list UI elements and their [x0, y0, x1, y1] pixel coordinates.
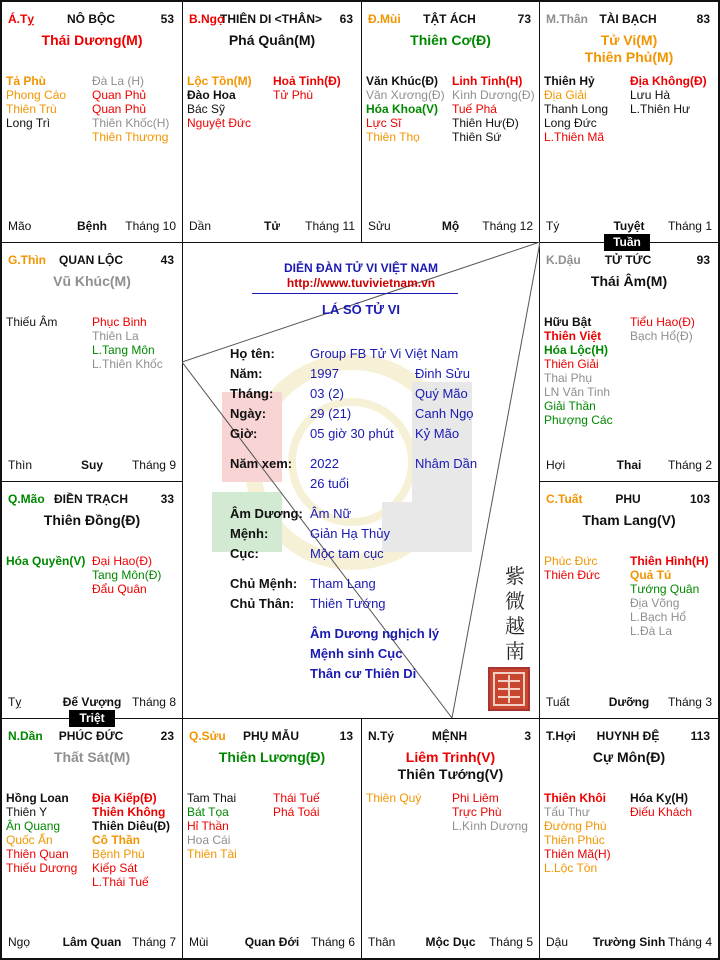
age-label: 53 — [160, 12, 174, 26]
palace-header — [189, 729, 353, 745]
can-chi-label: Đ.Mùi — [368, 12, 401, 26]
can-chi-label: B.Ngọ — [189, 12, 225, 26]
palace-name: NÔ BỘC — [67, 12, 115, 26]
month-label: Tháng 8 — [131, 695, 176, 709]
minor-star: Nguyệt Đức — [187, 116, 252, 130]
info-value: 29 (21) — [310, 406, 352, 421]
can-chi-label: Á.Tỵ — [8, 12, 35, 26]
palace-footer — [8, 219, 176, 234]
info-label: Mệnh: — [230, 526, 269, 541]
minor-star: Điếu Khách — [630, 805, 693, 819]
minor-star: Phi Liêm — [452, 791, 499, 805]
branch-label: Tý — [546, 219, 560, 233]
minor-star: Thiên Hư(Đ) — [452, 116, 519, 130]
palace-header — [546, 12, 710, 28]
can-chi-label: G.Thìn — [8, 253, 46, 267]
minor-star: Thiên Phúc — [544, 833, 605, 847]
truong-sinh-label: Đế Vượng — [62, 695, 122, 709]
left-stars — [6, 74, 66, 130]
month-label: Tháng 10 — [125, 219, 176, 233]
minor-star: Ân Quang — [6, 819, 61, 833]
palace-header — [546, 492, 710, 508]
minor-star: Bát Tọa — [187, 805, 229, 819]
info-label: Ngày: — [230, 406, 267, 421]
info-value-2: Quý Mão — [415, 386, 468, 401]
minor-star: Địa Giải — [544, 88, 587, 102]
info-value: Âm Nữ — [310, 506, 352, 521]
main-star: Thất Sát(M) — [53, 749, 131, 765]
minor-star: Lộc Tồn(M) — [187, 74, 252, 88]
main-star: Thiên Đồng(Đ) — [43, 512, 141, 528]
month-label: Tháng 6 — [310, 935, 355, 949]
minor-star: Thiên Y — [6, 805, 48, 819]
minor-star: Hữu Bật — [544, 315, 592, 329]
main-star: Thái Dương(M) — [41, 32, 143, 48]
age-label: 93 — [696, 253, 710, 267]
right-stars — [273, 74, 341, 102]
month-label: Tháng 4 — [667, 935, 712, 949]
minor-star: Hoả Tinh(Đ) — [273, 74, 341, 88]
chart-title: LÁ SỐ TỬ VI — [322, 302, 400, 317]
minor-star: Hỉ Thần — [187, 819, 229, 833]
age-label: 103 — [689, 492, 710, 506]
minor-star: Hoa Cái — [187, 833, 231, 847]
can-chi-label: T.Hợi — [546, 729, 576, 743]
minor-star: Bác Sỹ — [187, 102, 226, 116]
minor-star: Tam Thai — [187, 791, 237, 805]
info-value: Mộc tam cục — [310, 546, 384, 561]
minor-star: L.Kình Dương — [452, 819, 528, 833]
palace-name: PHỤ MẪU — [243, 729, 299, 743]
forum-name: DIỄN ĐÀN TỬ VI VIỆT NAM — [284, 261, 438, 275]
branch-label: Ngọ — [8, 935, 31, 949]
forum-url[interactable]: http://www.tuvivietnam.vn — [286, 276, 436, 290]
palace-footer — [368, 219, 533, 234]
note-line: Mệnh sinh Cục — [310, 646, 403, 661]
palace-name: TÀI BẠCH — [599, 12, 657, 26]
truong-sinh-label: Dưỡng — [608, 695, 650, 709]
main-star: Thiên Phủ(M) — [584, 49, 674, 65]
branch-label: Thìn — [8, 458, 33, 472]
info-label: Tháng: — [230, 386, 274, 401]
minor-star: Văn Khúc(Đ) — [366, 74, 438, 88]
palace-name: HUYNH ĐỆ — [596, 729, 660, 743]
right-stars — [630, 791, 692, 819]
can-chi-label: C.Tuất — [546, 492, 583, 506]
palace-footer — [8, 695, 176, 710]
age-label: 83 — [696, 12, 710, 26]
branch-label: Hợi — [546, 458, 566, 472]
minor-star: Đà La (H) — [92, 74, 145, 88]
url-underline — [252, 293, 458, 294]
minor-star: Kình Dương(Đ) — [452, 88, 535, 102]
palace-name: THIÊN DI <THÂN> — [219, 12, 322, 26]
minor-star: Tả Phù — [6, 74, 47, 88]
main-star: Liêm Trinh(V) — [405, 749, 496, 765]
age-label: 73 — [517, 12, 531, 26]
branch-label: Tuất — [546, 695, 570, 709]
can-chi-label: N.Dần — [8, 729, 43, 743]
minor-star: Hồng Loan — [6, 791, 69, 805]
palace-huynh-de — [539, 718, 719, 959]
minor-star: Long Đức — [544, 116, 597, 130]
minor-star: Quan Phủ — [92, 102, 147, 116]
minor-star: Hóa Lộc(H) — [544, 343, 608, 357]
minor-star: Thiên Không — [92, 805, 166, 819]
minor-star: Địa Võng — [630, 596, 680, 610]
left-stars — [544, 791, 611, 875]
minor-star: Thiên Giải — [544, 357, 599, 371]
truong-sinh-label: Tuyệt — [613, 219, 645, 233]
minor-star: Lực Sĩ — [366, 116, 402, 130]
minor-star: Trực Phù — [452, 805, 502, 819]
age-label: 113 — [690, 729, 710, 743]
minor-star: L.Tang Môn — [92, 343, 155, 357]
palace-header — [189, 12, 353, 28]
info-label: Năm xem: — [230, 456, 293, 471]
minor-star: Giải Thần — [544, 399, 596, 413]
right-stars — [92, 791, 170, 889]
age-label: 13 — [339, 729, 353, 743]
minor-star: Thiên Hỷ — [544, 74, 595, 88]
info-label: Chủ Mệnh: — [230, 576, 298, 591]
age-label: 63 — [339, 12, 353, 26]
tuan-badge: Tuần — [604, 234, 650, 251]
palace-name: PHU — [615, 492, 641, 506]
can-chi-label: K.Dậu — [546, 253, 581, 267]
right-stars — [630, 74, 707, 116]
info-label: Cục: — [230, 546, 259, 561]
minor-star: Lưu Hà — [630, 88, 671, 102]
main-star: Thiên Tướng(V) — [397, 766, 504, 782]
truong-sinh-label: Mộ — [441, 219, 460, 233]
palace-phu — [539, 481, 719, 719]
minor-star: Thiếu Âm — [6, 315, 58, 329]
truong-sinh-label: Quan Đới — [244, 935, 300, 949]
palace-header — [8, 253, 174, 269]
branch-label: Dậu — [546, 935, 569, 949]
palace-menh — [361, 718, 540, 959]
info-value: 05 giờ 30 phút — [310, 426, 394, 441]
minor-star: L.Thiên Hư — [630, 102, 691, 116]
info-label: Chủ Thân: — [230, 596, 295, 611]
minor-star: Phong Cáo — [6, 88, 67, 102]
info-value: Giản Hạ Thủy — [310, 526, 390, 541]
month-label: Tháng 5 — [488, 935, 533, 949]
age-label: 33 — [160, 492, 174, 506]
right-stars — [92, 74, 169, 144]
palace-footer — [546, 219, 712, 234]
minor-star: Quan Phủ — [92, 88, 147, 102]
main-star: Thiên Cơ(Đ) — [410, 32, 491, 48]
minor-star: Hóa Kỵ(H) — [630, 791, 689, 805]
minor-star: L.Thái Tuế — [92, 875, 149, 889]
month-label: Tháng 3 — [667, 695, 712, 709]
minor-star: Thiếu Dương — [6, 861, 78, 875]
info-value: 26 tuổi — [310, 476, 350, 491]
right-stars — [452, 791, 528, 833]
minor-star: Thiên Mã(H) — [544, 847, 611, 861]
left-stars — [6, 554, 85, 568]
note-line: Thân cư Thiên Di — [310, 666, 417, 681]
palace-dien-trach — [1, 481, 183, 719]
minor-star: Tướng Quân — [630, 582, 700, 596]
minor-star: Kiếp Sát — [92, 861, 138, 875]
info-value-2: Kỷ Mão — [415, 426, 460, 441]
info-value: Tham Lang — [310, 576, 376, 591]
main-star: Tử Vi(M) — [600, 32, 658, 48]
red-seal — [488, 667, 530, 711]
main-star: Thái Âm(M) — [590, 273, 668, 289]
left-stars — [544, 554, 600, 582]
month-label: Tháng 9 — [131, 458, 176, 472]
palace-tat-ach — [361, 1, 540, 243]
minor-star: L.Lộc Tồn — [544, 861, 598, 875]
left-stars — [6, 315, 57, 329]
minor-star: Tang Môn(Đ) — [92, 568, 162, 582]
minor-star: Quả Tú — [630, 568, 672, 582]
palace-footer — [368, 935, 533, 950]
info-label: Họ tên: — [230, 346, 275, 361]
minor-star: L.Thiên Mã — [544, 130, 605, 144]
truong-sinh-label: Suy — [80, 458, 103, 472]
can-chi-label: Q.Sửu — [189, 729, 226, 743]
main-star: Vũ Khúc(M) — [53, 273, 131, 289]
chart-center — [182, 242, 540, 718]
right-stars — [92, 554, 161, 596]
palace-footer — [189, 219, 355, 234]
palace-name: TẬT ÁCH — [423, 12, 476, 26]
palace-header — [546, 729, 710, 745]
minor-star: Phục Binh — [92, 315, 147, 329]
info-label: Âm Dương: — [230, 506, 303, 521]
palace-footer — [546, 935, 712, 950]
minor-star: Quốc Ấn — [6, 833, 53, 847]
minor-star: Thiên Diêu(Đ) — [92, 819, 170, 833]
month-label: Tháng 11 — [305, 219, 355, 233]
palace-name: MỆNH — [431, 729, 468, 743]
left-stars — [366, 74, 445, 144]
month-label: Tháng 2 — [667, 458, 712, 472]
age-label: 3 — [524, 729, 531, 743]
minor-star: Phá Toái — [273, 805, 320, 819]
minor-star: Văn Xương(Đ) — [366, 88, 445, 102]
truong-sinh-label: Mộc Dục — [425, 935, 476, 949]
month-label: Tháng 12 — [482, 219, 533, 233]
info-value: 2022 — [310, 456, 339, 471]
month-label: Tháng 7 — [131, 935, 176, 949]
minor-star: Đường Phù — [544, 819, 607, 833]
minor-star: Tuế Phá — [452, 102, 497, 116]
main-star: Thiên Lương(Đ) — [218, 749, 326, 765]
palace-phu-mau — [182, 718, 362, 959]
branch-label: Mùi — [189, 935, 209, 949]
minor-star: L.Bạch Hổ — [630, 610, 687, 624]
truong-sinh-label: Tử — [263, 219, 281, 233]
minor-star: Thai Phụ — [544, 371, 593, 385]
info-value-2: Canh Ngọ — [415, 406, 474, 421]
palace-name: QUAN LỘC — [59, 253, 123, 267]
palace-phuc-duc — [1, 718, 183, 959]
palace-tu-tuc — [539, 242, 719, 482]
minor-star: Linh Tinh(H) — [452, 74, 523, 88]
palace-footer — [8, 935, 176, 950]
minor-star: L.Thiên Khốc — [92, 357, 163, 371]
info-value: 03 (2) — [310, 386, 344, 401]
month-label: Tháng 1 — [667, 219, 712, 233]
palace-header — [8, 729, 174, 745]
palace-name: PHÚC ĐỨC — [58, 729, 124, 743]
minor-star: Thiên Thọ — [366, 130, 420, 144]
main-star: Cự Môn(Đ) — [592, 749, 666, 765]
palace-quan-loc — [1, 242, 183, 482]
minor-star: Đào Hoa — [187, 88, 236, 102]
can-chi-label: M.Thân — [546, 12, 588, 26]
minor-star: Thiên Khôi — [544, 791, 606, 805]
info-value: 1997 — [310, 366, 339, 381]
can-chi-label: Q.Mão — [8, 492, 45, 506]
left-stars — [366, 791, 421, 805]
truong-sinh-label: Thai — [616, 458, 642, 472]
age-label: 23 — [160, 729, 174, 743]
info-value-2: Đinh Sửu — [415, 366, 470, 381]
right-stars — [273, 791, 320, 819]
truong-sinh-label: Trường Sinh — [592, 935, 666, 949]
minor-star: Thanh Long — [544, 102, 609, 116]
info-label: Năm: — [230, 366, 263, 381]
can-chi-label: N.Tý — [368, 729, 395, 743]
palace-header — [8, 12, 174, 28]
palace-footer — [546, 695, 712, 710]
note-line: Âm Dương nghịch lý — [310, 626, 440, 641]
truong-sinh-label: Lâm Quan — [62, 935, 122, 949]
minor-star: Thiên Trù — [6, 102, 57, 116]
minor-star: Hóa Khoa(V) — [366, 102, 438, 116]
left-stars — [544, 315, 613, 427]
left-stars — [6, 791, 77, 875]
minor-star: Tấu Thư — [544, 805, 590, 819]
palace-header — [546, 253, 710, 269]
minor-star: Thiên Khốc(H) — [92, 116, 170, 130]
minor-star: Tiểu Hao(Đ) — [630, 315, 695, 329]
main-star: Tham Lang(V) — [582, 512, 676, 528]
left-stars — [187, 74, 252, 130]
right-stars — [630, 554, 709, 638]
minor-star: Phúc Đức — [544, 554, 598, 568]
minor-star: Bạch Hổ(Đ) — [630, 329, 693, 343]
minor-star: Phượng Các — [544, 413, 613, 427]
minor-star: Địa Không(Đ) — [630, 74, 707, 88]
palace-name: ĐIỀN TRẠCH — [54, 492, 128, 506]
info-value: Group FB Tử Vi Việt Nam — [310, 346, 459, 361]
branch-label: Sửu — [368, 219, 391, 233]
palace-tai-bach — [539, 1, 719, 243]
branch-label: Dần — [189, 219, 212, 233]
palace-footer — [8, 458, 176, 473]
triet-badge: Triệt — [69, 710, 115, 727]
right-stars — [452, 74, 535, 144]
main-star: Phá Quân(M) — [228, 32, 316, 48]
minor-star: Thiên Hình(H) — [630, 554, 709, 568]
palace-header — [368, 12, 531, 28]
minor-star: Địa Kiếp(Đ) — [92, 791, 157, 805]
truong-sinh-label: Bệnh — [77, 219, 107, 233]
left-stars — [544, 74, 608, 144]
minor-star: Hóa Quyền(V) — [6, 554, 86, 568]
minor-star: L.Đà La — [630, 624, 673, 638]
minor-star: Thiên La — [92, 329, 139, 343]
branch-label: Mão — [8, 219, 32, 233]
palace-footer — [546, 458, 712, 473]
minor-star: LN Văn Tinh — [544, 385, 611, 399]
palace-footer — [189, 935, 355, 950]
palace-thien-di — [182, 1, 362, 243]
minor-star: Thiên Tài — [187, 847, 237, 861]
calligraphy: 紫 微 越 南 — [505, 564, 525, 663]
left-stars — [187, 791, 237, 861]
minor-star: Cô Thần — [92, 833, 140, 847]
minor-star: Thiên Quý — [366, 791, 422, 805]
minor-star: Đẩu Quân — [92, 582, 147, 596]
age-label: 43 — [160, 253, 174, 267]
minor-star: Tử Phù — [273, 88, 314, 102]
info-label: Giờ: — [230, 426, 258, 441]
minor-star: Bệnh Phù — [92, 847, 145, 861]
minor-star: Thiên Sứ — [452, 130, 502, 144]
info-value: Thiên Tướng — [310, 596, 386, 611]
minor-star: Long Trì — [6, 116, 51, 130]
minor-star: Thiên Quan — [6, 847, 69, 861]
palace-header — [8, 492, 174, 508]
palace-header — [368, 729, 531, 745]
minor-star: Đại Hao(Đ) — [92, 554, 153, 568]
right-stars — [630, 315, 695, 343]
minor-star: Thái Tuế — [273, 791, 320, 805]
branch-label: Tỵ — [8, 695, 22, 709]
right-stars — [92, 315, 163, 371]
info-value-2: Nhâm Dần — [415, 456, 478, 471]
branch-label: Thân — [368, 935, 396, 949]
palace-name: TỬ TỨC — [604, 253, 652, 267]
minor-star: Thiên Thương — [92, 130, 169, 144]
minor-star: Thiên Việt — [544, 329, 602, 343]
palace-no-boc — [1, 1, 183, 243]
minor-star: Thiên Đức — [544, 568, 601, 582]
